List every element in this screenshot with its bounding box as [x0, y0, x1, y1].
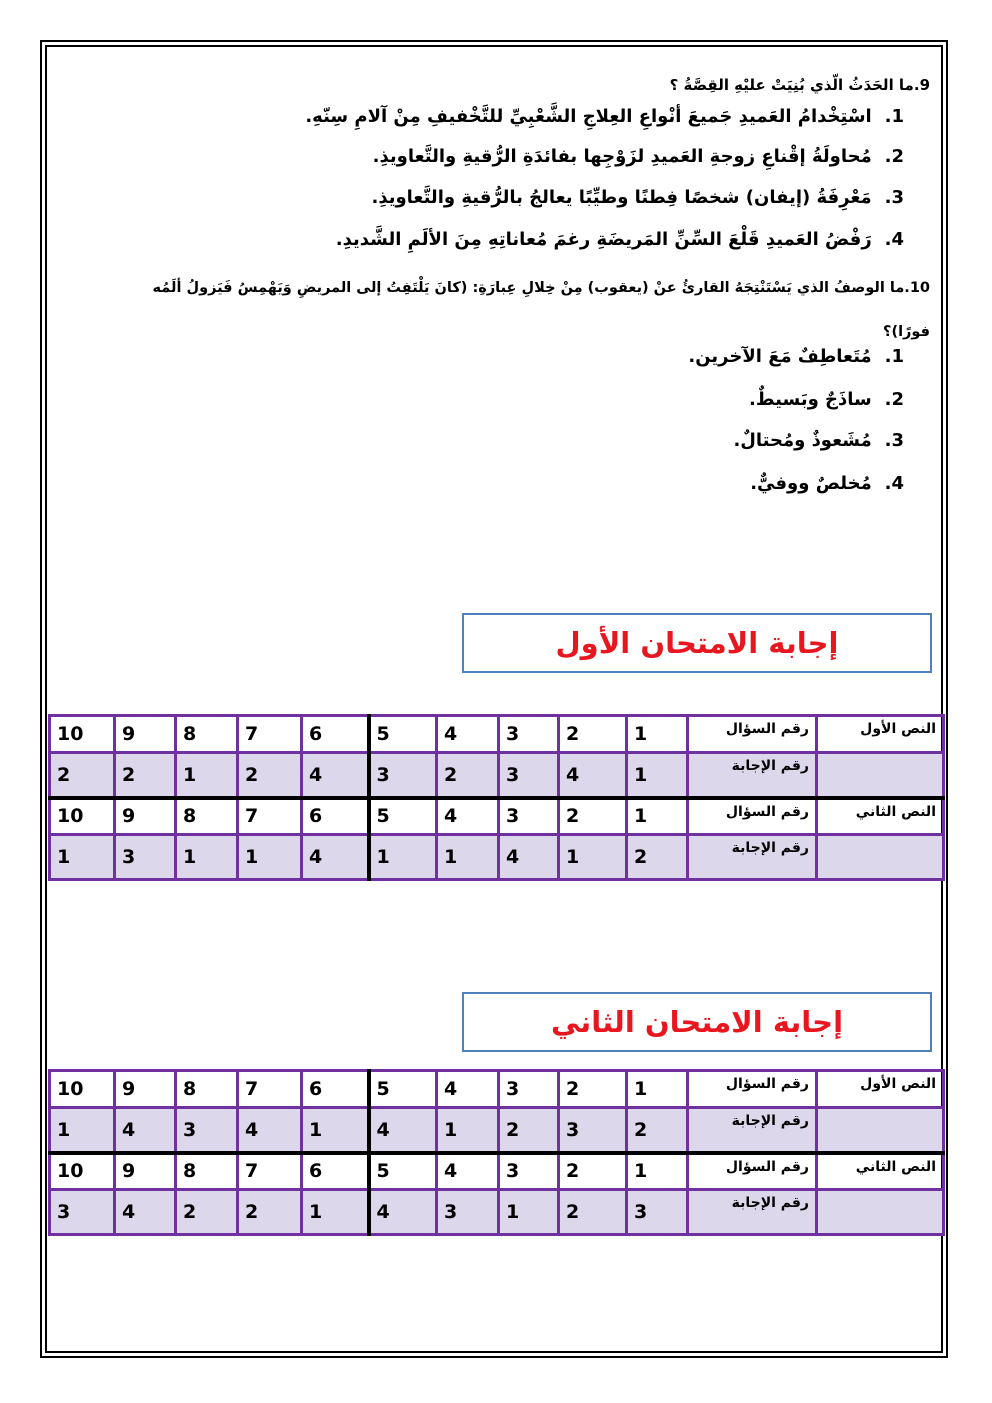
question-9-option-3: 3. مَعْرِفَةُ (إيفان) شخصًا فِطنًا وطيِّبًا يعالجُ بالرُّقيةِ والتَّعاويذِ.	[371, 187, 904, 208]
section-cell: النص الثاني	[817, 1153, 944, 1190]
table-row	[50, 1108, 944, 1153]
question-10-option-1: 1. مُتَعاطِفٌ مَعَ الآخرين.	[688, 346, 904, 367]
value-cell: 5	[369, 1153, 437, 1190]
section-cell: النص الأول	[817, 1071, 944, 1108]
row-label-cell: رقم الإجابة	[688, 835, 817, 880]
value-cell: 4	[369, 1108, 437, 1153]
value-cell: 1	[627, 753, 688, 798]
value-cell: 1	[302, 1108, 369, 1153]
value-cell: 8	[176, 1071, 238, 1108]
value-cell: 1	[559, 835, 627, 880]
table-row	[50, 798, 944, 835]
table-row	[50, 1153, 944, 1190]
value-cell: 6	[302, 798, 369, 835]
value-cell: 1	[50, 1108, 115, 1153]
value-cell: 4	[437, 1153, 499, 1190]
value-cell: 1	[437, 1108, 499, 1153]
value-cell: 7	[238, 1153, 302, 1190]
exam-1-answer-table	[48, 714, 945, 881]
section-cell	[817, 753, 944, 798]
value-cell: 4	[437, 1071, 499, 1108]
row-label-cell: رقم الإجابة	[688, 753, 817, 798]
value-cell: 2	[559, 1071, 627, 1108]
value-cell: 1	[499, 1190, 559, 1235]
table-row	[50, 1071, 944, 1108]
question-9-option-2: 2. مُحاولَةُ إقْناعِ زوجةِ العَميدِ لزَوْجِها بفائدَةِ الرُّقيةِ والتَّعاويذِ.	[372, 146, 904, 167]
value-cell: 4	[115, 1108, 176, 1153]
value-cell: 2	[437, 753, 499, 798]
question-10-title-cont: فورًا)؟	[883, 324, 930, 340]
value-cell: 4	[302, 835, 369, 880]
value-cell: 1	[238, 835, 302, 880]
section-cell	[817, 1108, 944, 1153]
value-cell: 3	[50, 1190, 115, 1235]
value-cell: 4	[499, 835, 559, 880]
question-10-option-2: 2. ساذَجٌ وبَسيطٌ.	[749, 389, 904, 410]
value-cell: 1	[627, 1071, 688, 1108]
value-cell: 2	[176, 1190, 238, 1235]
question-10-option-3: 3. مُشَعوذٌ ومُحتالٌ.	[733, 430, 904, 451]
exam-2-answer-table	[48, 1069, 945, 1236]
value-cell: 3	[369, 753, 437, 798]
value-cell: 7	[238, 716, 302, 753]
value-cell: 2	[559, 798, 627, 835]
question-9-option-1: 1. اسْتِخْدامُ العَميدِ جَميعَ أنْواعِ العِلاجِ الشَّعْبِيِّ للتَّخْفيفِ مِنْ آلامِ سِنّهِ.	[305, 106, 904, 127]
value-cell: 3	[499, 753, 559, 798]
table-row	[50, 716, 944, 753]
value-cell: 4	[437, 798, 499, 835]
value-cell: 7	[238, 798, 302, 835]
value-cell: 3	[437, 1190, 499, 1235]
value-cell: 3	[499, 716, 559, 753]
value-cell: 2	[559, 716, 627, 753]
value-cell: 2	[559, 1153, 627, 1190]
value-cell: 8	[176, 1153, 238, 1190]
value-cell: 4	[302, 753, 369, 798]
value-cell: 2	[238, 1190, 302, 1235]
value-cell: 4	[437, 716, 499, 753]
row-label-cell: رقم السؤال	[688, 1071, 817, 1108]
value-cell: 1	[176, 753, 238, 798]
value-cell: 3	[176, 1108, 238, 1153]
section-cell	[817, 835, 944, 880]
value-cell: 9	[115, 716, 176, 753]
value-cell: 2	[238, 753, 302, 798]
value-cell: 3	[559, 1108, 627, 1153]
section-cell	[817, 1190, 944, 1235]
value-cell: 2	[115, 753, 176, 798]
value-cell: 8	[176, 716, 238, 753]
value-cell: 5	[369, 716, 437, 753]
value-cell: 3	[499, 1153, 559, 1190]
value-cell: 2	[627, 1108, 688, 1153]
value-cell: 6	[302, 716, 369, 753]
value-cell: 6	[302, 1153, 369, 1190]
value-cell: 1	[627, 1153, 688, 1190]
value-cell: 10	[50, 1153, 115, 1190]
question-9-option-4: 4. رَفْضُ العَميدِ قَلْعَ السِّنِّ المَريضَةِ رغمَ مُعاناتِهِ مِنَ الألَمِ الشَّديدِ.	[335, 229, 904, 250]
value-cell: 9	[115, 1153, 176, 1190]
question-10-title: 10.ما الوصفُ الذي يَسْتَنْتِجَهُ القارئُ عنْ (يعقوب) مِنْ خِلالِ عِبارَةِ: (كانَ يَلْتَفِتُ إلى المريضِ وَيَهْمِسُ فَيَزولُ ألَمُه	[152, 280, 930, 296]
value-cell: 2	[559, 1190, 627, 1235]
row-label-cell: رقم الإجابة	[688, 1190, 817, 1235]
row-label-cell: رقم السؤال	[688, 1153, 817, 1190]
value-cell: 4	[369, 1190, 437, 1235]
value-cell: 2	[627, 835, 688, 880]
value-cell: 3	[115, 835, 176, 880]
question-10-option-4: 4. مُخلصٌ ووفيٌّ.	[750, 473, 904, 494]
value-cell: 10	[50, 716, 115, 753]
section-cell: النص الأول	[817, 716, 944, 753]
value-cell: 1	[627, 798, 688, 835]
value-cell: 4	[559, 753, 627, 798]
question-9-title: 9.ما الحَدَثُ الّذي بُنِيَتْ عليْهِ القِصَّةُ ؟	[669, 76, 930, 94]
value-cell: 9	[115, 798, 176, 835]
value-cell: 7	[238, 1071, 302, 1108]
table-row	[50, 753, 944, 798]
value-cell: 1	[302, 1190, 369, 1235]
value-cell: 1	[50, 835, 115, 880]
exam-2-title: إجابة الامتحان الثاني	[462, 992, 932, 1052]
value-cell: 8	[176, 798, 238, 835]
section-cell: النص الثاني	[817, 798, 944, 835]
value-cell: 2	[499, 1108, 559, 1153]
value-cell: 1	[437, 835, 499, 880]
value-cell: 3	[499, 1071, 559, 1108]
value-cell: 4	[238, 1108, 302, 1153]
table-row	[50, 1190, 944, 1235]
value-cell: 2	[50, 753, 115, 798]
value-cell: 1	[369, 835, 437, 880]
row-label-cell: رقم السؤال	[688, 716, 817, 753]
value-cell: 1	[176, 835, 238, 880]
value-cell: 5	[369, 1071, 437, 1108]
value-cell: 1	[627, 716, 688, 753]
exam-1-title: إجابة الامتحان الأول	[462, 613, 932, 673]
value-cell: 3	[627, 1190, 688, 1235]
value-cell: 4	[115, 1190, 176, 1235]
value-cell: 10	[50, 798, 115, 835]
row-label-cell: رقم السؤال	[688, 798, 817, 835]
value-cell: 9	[115, 1071, 176, 1108]
table-row	[50, 835, 944, 880]
value-cell: 10	[50, 1071, 115, 1108]
row-label-cell: رقم الإجابة	[688, 1108, 817, 1153]
value-cell: 6	[302, 1071, 369, 1108]
value-cell: 5	[369, 798, 437, 835]
value-cell: 3	[499, 798, 559, 835]
